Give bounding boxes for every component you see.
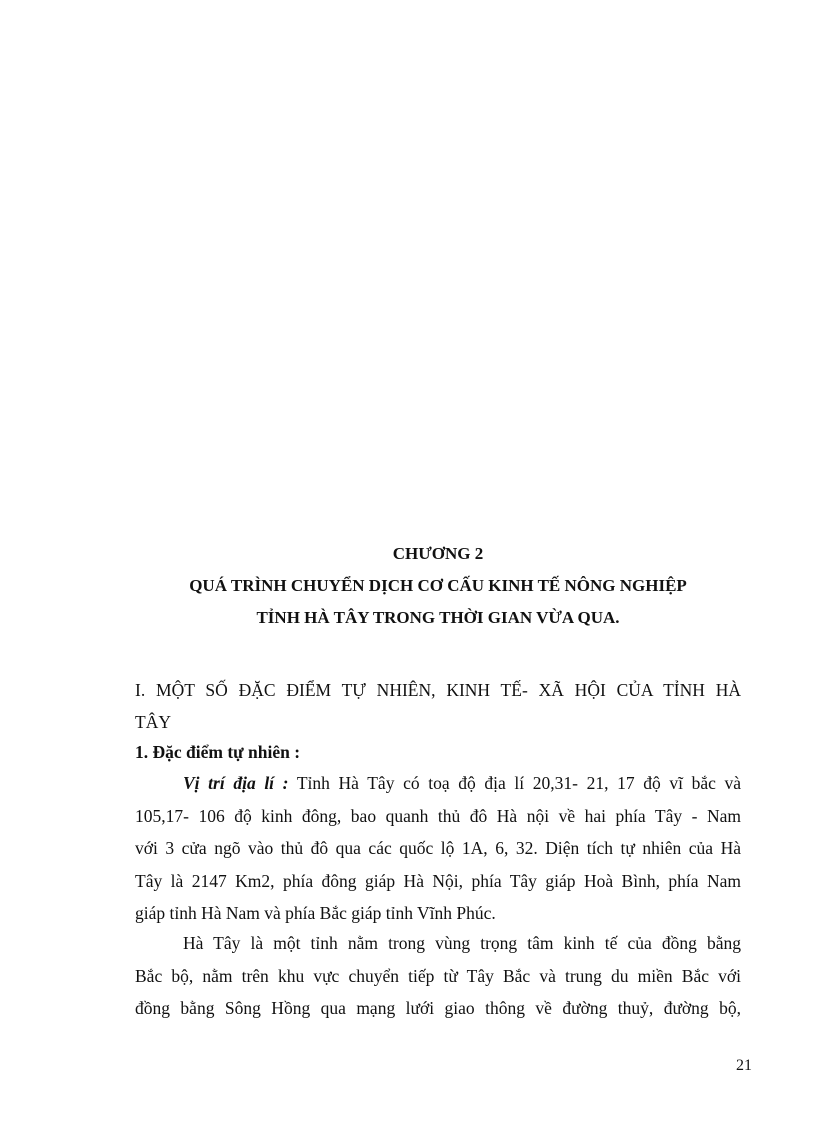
subsection-title: 1. Đặc điểm tự nhiên : bbox=[135, 742, 301, 762]
section-title-line-2: TÂY bbox=[135, 712, 171, 732]
chapter-title-line-1: QUÁ TRÌNH CHUYỂN DỊCH CƠ CẤU KINH TẾ NÔNG NGHIỆP bbox=[189, 576, 687, 595]
section-title-line-1: I. MỘT SỐ ĐẶC ĐIỂM TỰ NHIÊN, KINH TẾ- XÃ HỘI CỦA TỈNH HÀ bbox=[135, 680, 741, 700]
chapter-heading bbox=[135, 538, 741, 634]
paragraph-location bbox=[135, 767, 741, 930]
paragraph-line: Bắc bộ, nằm trên khu vực chuyển tiếp từ Tây Bắc và trung du miền Bắc với bbox=[135, 965, 741, 986]
paragraph-line-text: Tỉnh Hà Tây có toạ độ địa lí 20,31- 21, 17 độ vĩ bắc và bbox=[296, 773, 742, 793]
chapter-title-line-2: TỈNH HÀ TÂY TRONG THỜI GIAN VỪA QUA. bbox=[256, 608, 620, 627]
paragraph-line: Hà Tây là một tỉnh nằm trong vùng trọng tâm kinh tế của đồng bằng bbox=[183, 933, 741, 953]
paragraph-line bbox=[135, 767, 741, 800]
section-title bbox=[135, 674, 741, 738]
paragraph-line: giáp tỉnh Hà Nam và phía Bắc giáp tỉnh Vĩnh Phúc. bbox=[135, 903, 496, 923]
lead-term: Vị trí địa lí : bbox=[183, 773, 289, 793]
paragraph-line: đồng bằng Sông Hồng qua mạng lưới giao thông về đường thuỷ, đường bộ, bbox=[135, 998, 741, 1018]
paragraph-line: với 3 cửa ngõ vào thủ đô qua các quốc lộ 1A, 6, 32. Diện tích tự nhiên của Hà bbox=[135, 838, 741, 858]
paragraph-line: 105,17- 106 độ kinh đông, bao quanh thủ đô Hà nội về hai phía Tây - Nam bbox=[135, 805, 741, 826]
paragraph-line: Tây là 2147 Km2, phía đông giáp Hà Nội, phía Tây giáp Hoà Bình, phía Nam bbox=[135, 870, 741, 891]
chapter-number: CHƯƠNG 2 bbox=[392, 544, 484, 563]
paragraph-region bbox=[135, 927, 741, 1025]
page-number: 21 bbox=[736, 1057, 752, 1074]
